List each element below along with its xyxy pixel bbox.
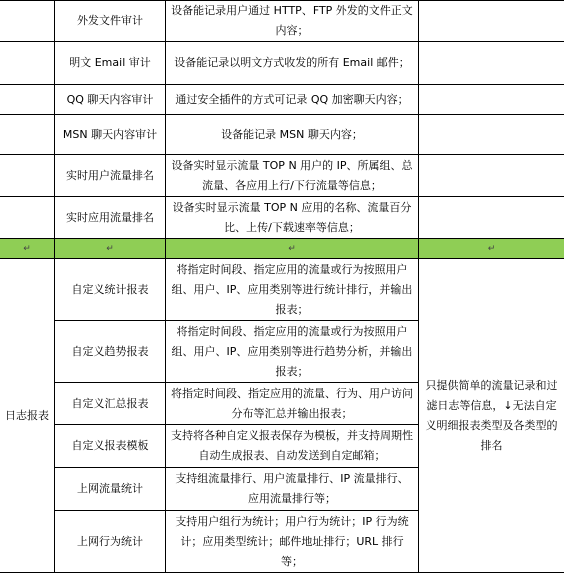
separator-cell: ↵	[419, 239, 564, 259]
feature-name: MSN 聊天内容审计	[55, 115, 166, 155]
category-cell: 日志报表	[0, 259, 55, 573]
feature-desc: 通过安全插件的方式可记录 QQ 加密聊天内容；	[166, 85, 419, 115]
category-cell	[0, 115, 55, 155]
feature-name: 自定义趋势报表	[55, 321, 166, 383]
feature-desc: 设备能记录用户通过 HTTP、FTP 外发的文件正文内容；	[166, 1, 419, 42]
comparison-cell	[419, 42, 564, 85]
comparison-cell	[419, 155, 564, 197]
separator-row	[0, 239, 564, 259]
separator-cell: ↵	[166, 239, 419, 259]
feature-name: QQ 聊天内容审计	[55, 85, 166, 115]
comparison-cell	[419, 1, 564, 42]
feature-desc: 设备能记录以明文方式收发的所有 Email 邮件；	[166, 42, 419, 85]
feature-name: 自定义汇总报表	[55, 383, 166, 425]
separator-cell: ↵	[0, 239, 55, 259]
feature-name: 上网行为统计	[55, 511, 166, 573]
feature-name: 自定义报表模板	[55, 425, 166, 468]
category-cell	[0, 42, 55, 85]
table-row	[0, 85, 564, 115]
feature-name: 自定义统计报表	[55, 259, 166, 321]
feature-desc: 设备实时显示流量 TOP N 用户的 IP、所属组、总流量、各应用上行/下行流量等信息；	[166, 155, 419, 197]
category-cell	[0, 197, 55, 239]
feature-desc: 设备能记录 MSN 聊天内容；	[166, 115, 419, 155]
comparison-cell	[419, 115, 564, 155]
feature-desc: 支持组流量排行、用户流量排行、IP 流量排行、应用流量排行等；	[166, 468, 419, 511]
feature-desc: 支持将各种自定义报表保存为模板，并支持周期性自动生成报表、自动发送到自定邮箱；	[166, 425, 419, 468]
table-row	[0, 42, 564, 85]
category-cell	[0, 85, 55, 115]
feature-name: 上网流量统计	[55, 468, 166, 511]
separator-cell: ↵	[55, 239, 166, 259]
comparison-note: 只提供简单的流量记录和过滤日志等信息，↓无法自定义明细报表类型及各类型的排名	[419, 259, 564, 573]
table-row	[0, 259, 564, 321]
feature-desc: 将指定时间段、指定应用的流量或行为按照用户组、用户、IP、应用类别等进行统计排行，并输出报表；	[166, 259, 419, 321]
table-row	[0, 115, 564, 155]
table-row	[0, 197, 564, 239]
feature-name: 明文 Email 审计	[55, 42, 166, 85]
feature-name: 实时用户流量排名	[55, 155, 166, 197]
comparison-cell	[419, 85, 564, 115]
feature-desc: 将指定时间段、指定应用的流量、行为、用户访问分布等汇总并输出报表；	[166, 383, 419, 425]
table-row	[0, 1, 564, 42]
feature-desc: 将指定时间段、指定应用的流量或行为按照用户组、用户、IP、应用类别等进行趋势分析，并输出报表；	[166, 321, 419, 383]
feature-desc: 设备实时显示流量 TOP N 应用的名称、流量百分比、上传/下载速率等信息；	[166, 197, 419, 239]
table-row	[0, 155, 564, 197]
comparison-cell	[419, 197, 564, 239]
feature-name: 外发文件审计	[55, 1, 166, 42]
feature-desc: 支持用户组行为统计；用户行为统计；IP 行为统计；应用类型统计；邮件地址排行；URL 排行等；	[166, 511, 419, 573]
feature-name: 实时应用流量排名	[55, 197, 166, 239]
category-cell	[0, 155, 55, 197]
category-cell	[0, 1, 55, 42]
